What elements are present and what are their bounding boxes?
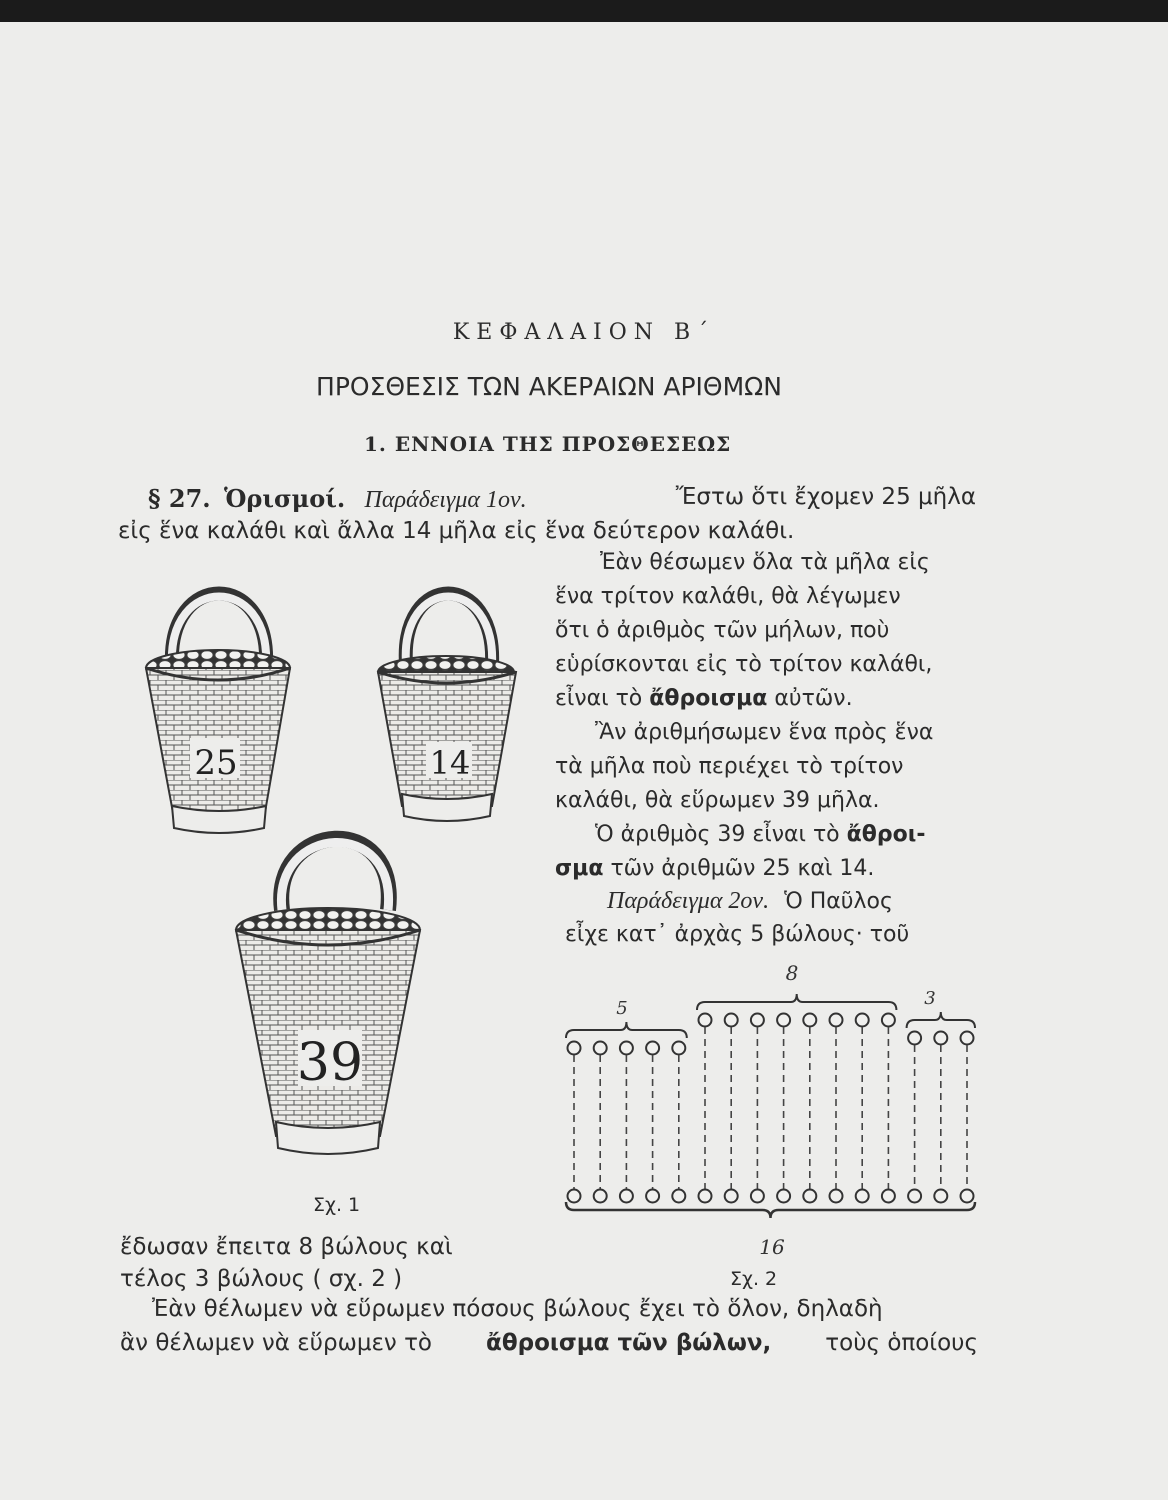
rc-line-4: εὑρίσκονται εἰς τὸ τρίτον καλάθι,	[555, 652, 933, 677]
marble-bottom	[672, 1190, 685, 1203]
paragraph-27-line-1	[148, 484, 976, 514]
marble-top	[620, 1042, 633, 1055]
rc-line-8: καλάθι, θὰ εὕρωμεν 39 μῆλα.	[555, 788, 880, 813]
marble-top	[751, 1014, 764, 1027]
group-brace-8	[697, 994, 896, 1010]
rc-line-11: Παράδειγμα 2ον. Ὁ Παῦλος	[607, 888, 893, 914]
group-brace-5	[566, 1022, 687, 1038]
group-label-3: 3	[924, 988, 936, 1009]
marble-top	[908, 1032, 921, 1045]
basket-14-label: 14	[429, 744, 471, 782]
paragraph-27-line-2: εἰς ἕνα καλάθι καὶ ἄλλα 14 μῆλα εἰς ἕνα δεύτερον καλάθι.	[118, 518, 795, 544]
rc-line-9: Ὁ ἀριθμὸς 39 εἶναι τὸ ἄθροι-	[595, 822, 926, 847]
marble-top	[725, 1014, 738, 1027]
marble-top	[803, 1014, 816, 1027]
marble-top	[568, 1042, 581, 1055]
figure-1-baskets	[130, 580, 550, 1190]
marble-bottom	[620, 1190, 633, 1203]
example-1-text: Ἔστω ὅτι ἔχομεν 25 μῆλα	[675, 484, 976, 510]
marble-bottom	[830, 1190, 843, 1203]
marble-bottom	[568, 1190, 581, 1203]
example-1-label: Παράδειγμα 1ον.	[364, 487, 527, 513]
basket-39-label: 39	[296, 1033, 364, 1093]
rc-line-2: ἕνα τρίτον καλάθι, θὰ λέγωμεν	[555, 584, 901, 609]
section-heading: 1. ΕΝΝΟΙΑ ΤΗΣ ΠΡΟΣΘΕΣΕΩΣ	[364, 432, 732, 456]
group-label-5: 5	[616, 998, 628, 1019]
chapter-title: ΠΡΟΣΘΕΣΙΣ ΤΩΝ ΑΚΕΡΑΙΩΝ ΑΡΙΘΜΩΝ	[316, 372, 782, 401]
marble-top	[699, 1014, 712, 1027]
figure-1-caption: Σχ. 1	[313, 1194, 361, 1216]
marble-bottom	[725, 1190, 738, 1203]
example-2-label: Παράδειγμα 2ον.	[607, 888, 770, 914]
marble-top	[672, 1042, 685, 1055]
basket-14	[378, 594, 516, 822]
marble-bottom	[961, 1190, 974, 1203]
group-brace-3	[907, 1012, 975, 1028]
marble-top	[830, 1014, 843, 1027]
marble-top	[856, 1014, 869, 1027]
marble-top	[777, 1014, 790, 1027]
basket-39	[236, 839, 420, 1154]
total-brace	[566, 1202, 975, 1218]
closing-line-2: τέλος 3 βώλους ( σχ. 2 )	[120, 1266, 403, 1292]
sum-term-2b: σμα	[555, 856, 604, 881]
section-number: § 27.	[148, 484, 211, 513]
marble-bottom	[856, 1190, 869, 1203]
figure-2-caption: Σχ. 2	[730, 1268, 778, 1290]
figure-2-marbles	[560, 958, 990, 1258]
marble-bottom	[699, 1190, 712, 1203]
marble-top	[934, 1032, 947, 1045]
marble-bottom	[751, 1190, 764, 1203]
marble-bottom	[646, 1190, 659, 1203]
marble-top	[961, 1032, 974, 1045]
basket-25	[146, 594, 290, 834]
basket-25-label: 25	[194, 743, 238, 783]
marble-top	[594, 1042, 607, 1055]
rc-line-7: τὰ μῆλα ποὺ περιέχει τὸ τρίτον	[555, 754, 904, 779]
closing-line-1: ἔδωσαν ἔπειτα 8 βώλους καὶ	[120, 1234, 453, 1260]
rc-line-6: Ἂν ἀριθμήσωμεν ἕνα πρὸς ἕνα	[595, 720, 934, 745]
marble-bottom	[803, 1190, 816, 1203]
total-label-16: 16	[759, 1235, 785, 1258]
closing-line-4: ἂν θέλωμεν νὰ εὕρωμεν τὸ ἄθροισμα τῶν βώλων, τοὺς ὁποίους	[120, 1330, 978, 1356]
marble-top	[646, 1042, 659, 1055]
sum-term-1: ἄθροισμα	[649, 686, 768, 711]
top-dark-border	[0, 0, 1168, 22]
closing-line-3: Ἐὰν θέλωμεν νὰ εὕρωμεν πόσους βώλους ἔχει τὸ ὅλον, δηλαδὴ	[152, 1296, 883, 1322]
marble-bottom	[594, 1190, 607, 1203]
rc-line-12: εἶχε κατ᾽ ἀρχὰς 5 βώλους· τοῦ	[565, 922, 910, 947]
group-label-8: 8	[785, 961, 799, 985]
rc-line-5: εἶναι τὸ ἄθροισμα αὐτῶν.	[555, 686, 853, 711]
rc-line-3: ὅτι ὁ ἀριθμὸς τῶν μήλων, ποὺ	[555, 618, 890, 643]
marble-bottom	[777, 1190, 790, 1203]
rc-line-1: Ἐὰν θέσωμεν ὅλα τὰ μῆλα εἰς	[600, 550, 930, 575]
marble-bottom	[908, 1190, 921, 1203]
rc-line-10: σμα τῶν ἀριθμῶν 25 καὶ 14.	[555, 856, 875, 881]
marble-top	[882, 1014, 895, 1027]
chapter-heading: ΚΕΦΑΛΑΙΟΝ Β΄	[452, 320, 716, 345]
marble-bottom	[934, 1190, 947, 1203]
sum-term-2a: ἄθροι-	[846, 822, 926, 847]
marble-bottom	[882, 1190, 895, 1203]
sum-of-marbles-term: ἄθροισμα τῶν βώλων,	[486, 1330, 772, 1356]
definitions-term: Ὁρισμοί.	[223, 484, 346, 513]
